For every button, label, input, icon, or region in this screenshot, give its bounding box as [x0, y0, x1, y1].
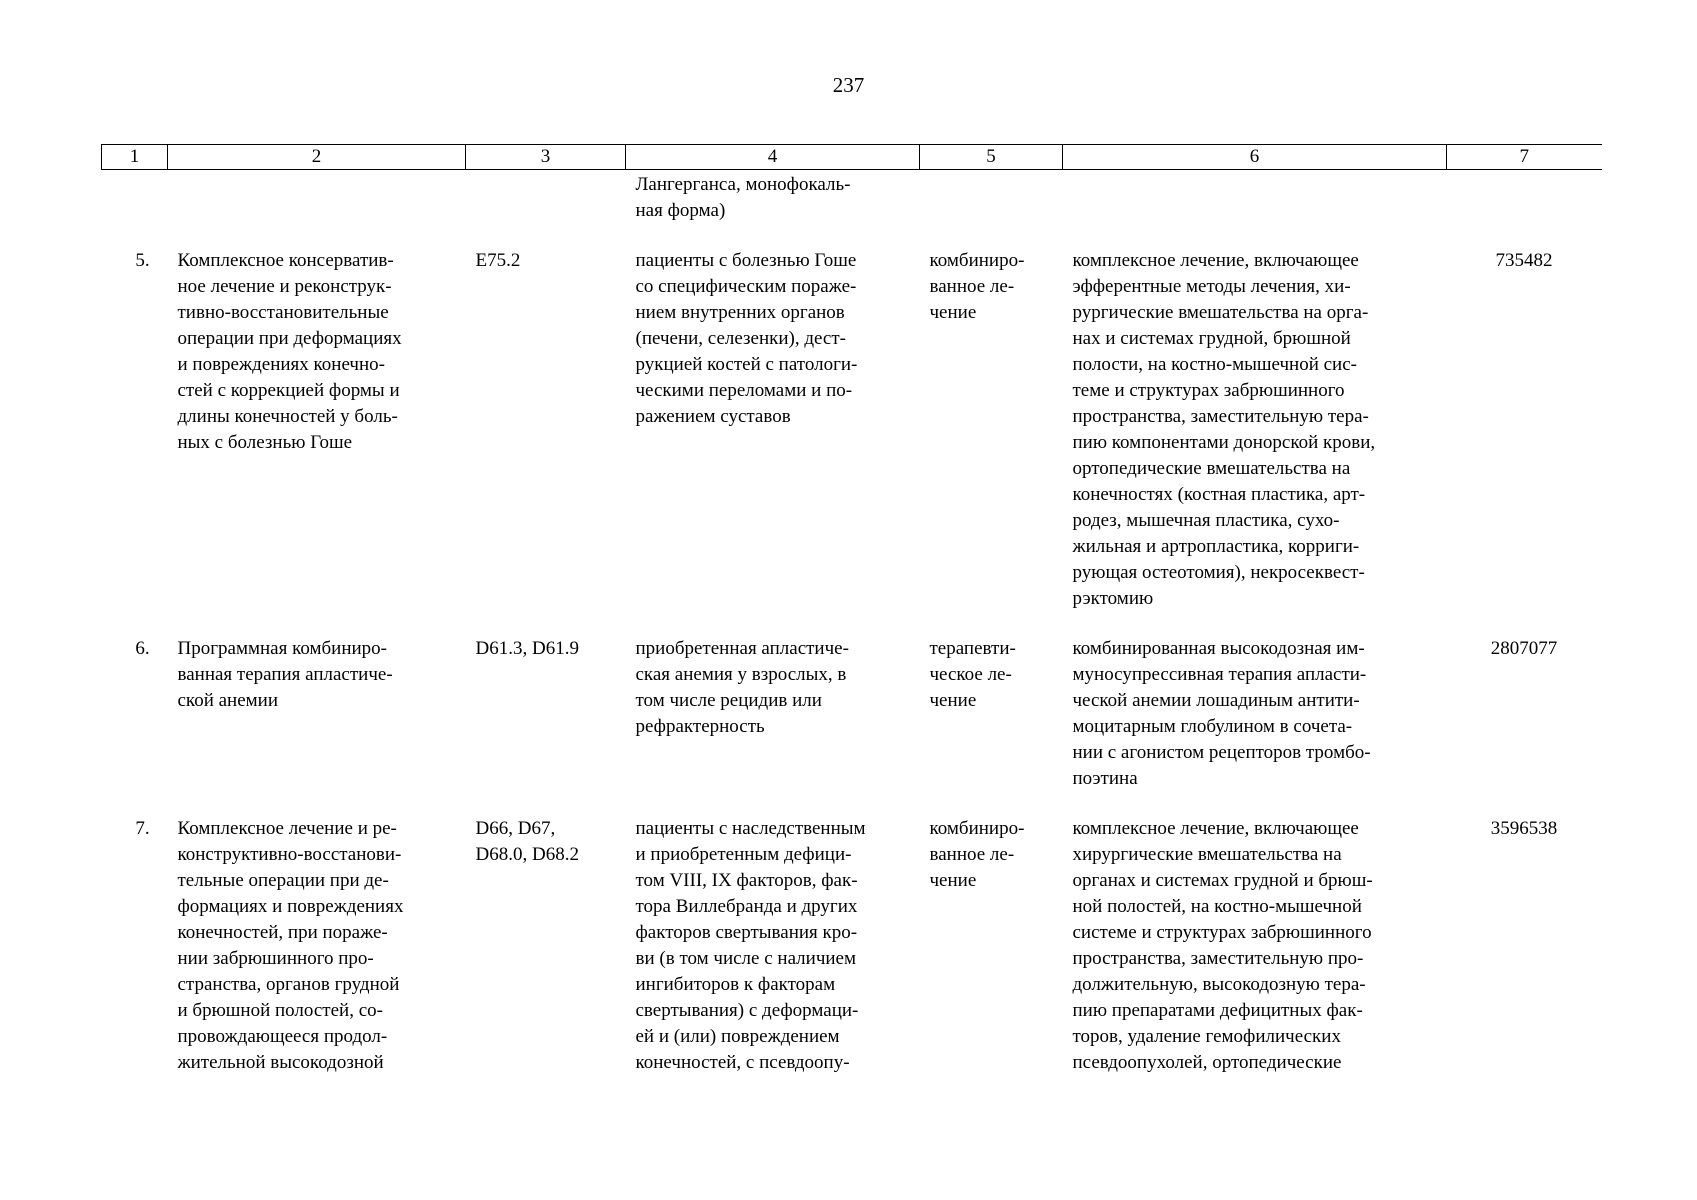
- row-number: 7.: [135, 818, 150, 839]
- column-header-3: 3: [466, 145, 626, 170]
- price-cell: 2807077: [1490, 638, 1558, 659]
- icd-code-cell: D66, D67, D68.0, D68.2: [475, 818, 579, 865]
- table-row: [102, 636, 1602, 816]
- patient-model-cell: приобретенная апластиче- ская анемия у взрослых, в том числе рецидив или рефрактерность: [635, 638, 849, 737]
- row-number: 5.: [135, 250, 150, 271]
- treatment-method-cell: комплексное лечение, включающее хирургические вмешательства на органах и системах грудной и брюш- ной полостей, на костно-мышечной системе и структурах забрюшинного пространства, заместительную про- должительную, высокодозную тера- пию препаратами дефицитных фак- торов, удаление гемофилических псевдоопухолей, ортопедические: [1072, 818, 1373, 1073]
- icd-code-cell: D61.3, D61.9: [475, 638, 579, 659]
- medical-care-table: [101, 144, 1602, 1076]
- column-header-4: 4: [626, 145, 920, 170]
- column-header-6: 6: [1063, 145, 1447, 170]
- column-header-7: 7: [1447, 145, 1602, 170]
- page-number: 237: [832, 73, 865, 97]
- price-cell: 735482: [1495, 250, 1553, 271]
- treatment-type-cell: комбиниро- ванное ле- чение: [929, 818, 1025, 891]
- column-header-1: 1: [102, 145, 168, 170]
- table-row-continuation: [102, 170, 1602, 249]
- column-number-header: [102, 145, 1602, 170]
- column-header-2: 2: [168, 145, 466, 170]
- continuation-model-cell: Лангерганса, монофокаль- ная форма): [635, 174, 851, 221]
- patient-model-cell: пациенты с наследственным и приобретенным дефици- том VIII, IX факторов, фак- тора Виллебранда и других факторов свертывания кро- ви (в том числе с наличием ингибиторов к факторам свертывания) с деформаци- ей и (или) повреждением конечностей, с псевдоопу-: [635, 818, 866, 1073]
- column-header-5: 5: [920, 145, 1063, 170]
- care-name-cell: Комплексное консерватив- ное лечение и реконструк- тивно-восстановительные операции при деформациях и повреждениях конечно- стей с коррекцией формы и длины конечностей у боль- ных с болезнью Гоше: [177, 250, 402, 453]
- treatment-type-cell: комбиниро- ванное ле- чение: [929, 250, 1025, 323]
- table-row: [102, 248, 1602, 636]
- table-row: [102, 816, 1602, 1076]
- icd-code-cell: E75.2: [475, 250, 521, 271]
- care-name-cell: Программная комбиниро- ванная терапия апластиче- ской анемии: [177, 638, 393, 711]
- treatment-method-cell: комбинированная высокодозная им- муносупрессивная терапия апласти- ческой анемии лошадиным антити- моцитарным глобулином в сочета- нии с агонистом рецепторов тромбо- поэтина: [1072, 638, 1371, 789]
- treatment-type-cell: терапевти- ческое ле- чение: [929, 638, 1016, 711]
- care-name-cell: Комплексное лечение и ре- конструктивно-восстанови- тельные операции при де- формациях и повреждениях конечностей, при пораже- нии забрюшинного про- странства, органов грудной и брюшной полостей, со- провождающееся продол- жительной высокодозной: [177, 818, 404, 1073]
- price-cell: 3596538: [1490, 818, 1558, 839]
- treatment-method-cell: комплексное лечение, включающее эфферентные методы лечения, хи- рургические вмешательства на орга- нах и системах грудной, брюшной полости, на костно-мышечной сис- теме и структурах забрюшинного пространства, заместительную тера- пию компонентами донорской крови, ортопедические вмешательства на конечностях (костная пластика, арт- родез, мышечная пластика, сухо- жильная и артропластика, корриги- рующая остеотомия), некросеквест- рэктомию: [1072, 250, 1376, 609]
- row-number: 6.: [135, 638, 150, 659]
- patient-model-cell: пациенты с болезнью Гоше со специфическим пораже- нием внутренних органов (печени, селезенки), дест- рукцией костей с патологи- ческими переломами и по- ражением суставов: [635, 250, 858, 427]
